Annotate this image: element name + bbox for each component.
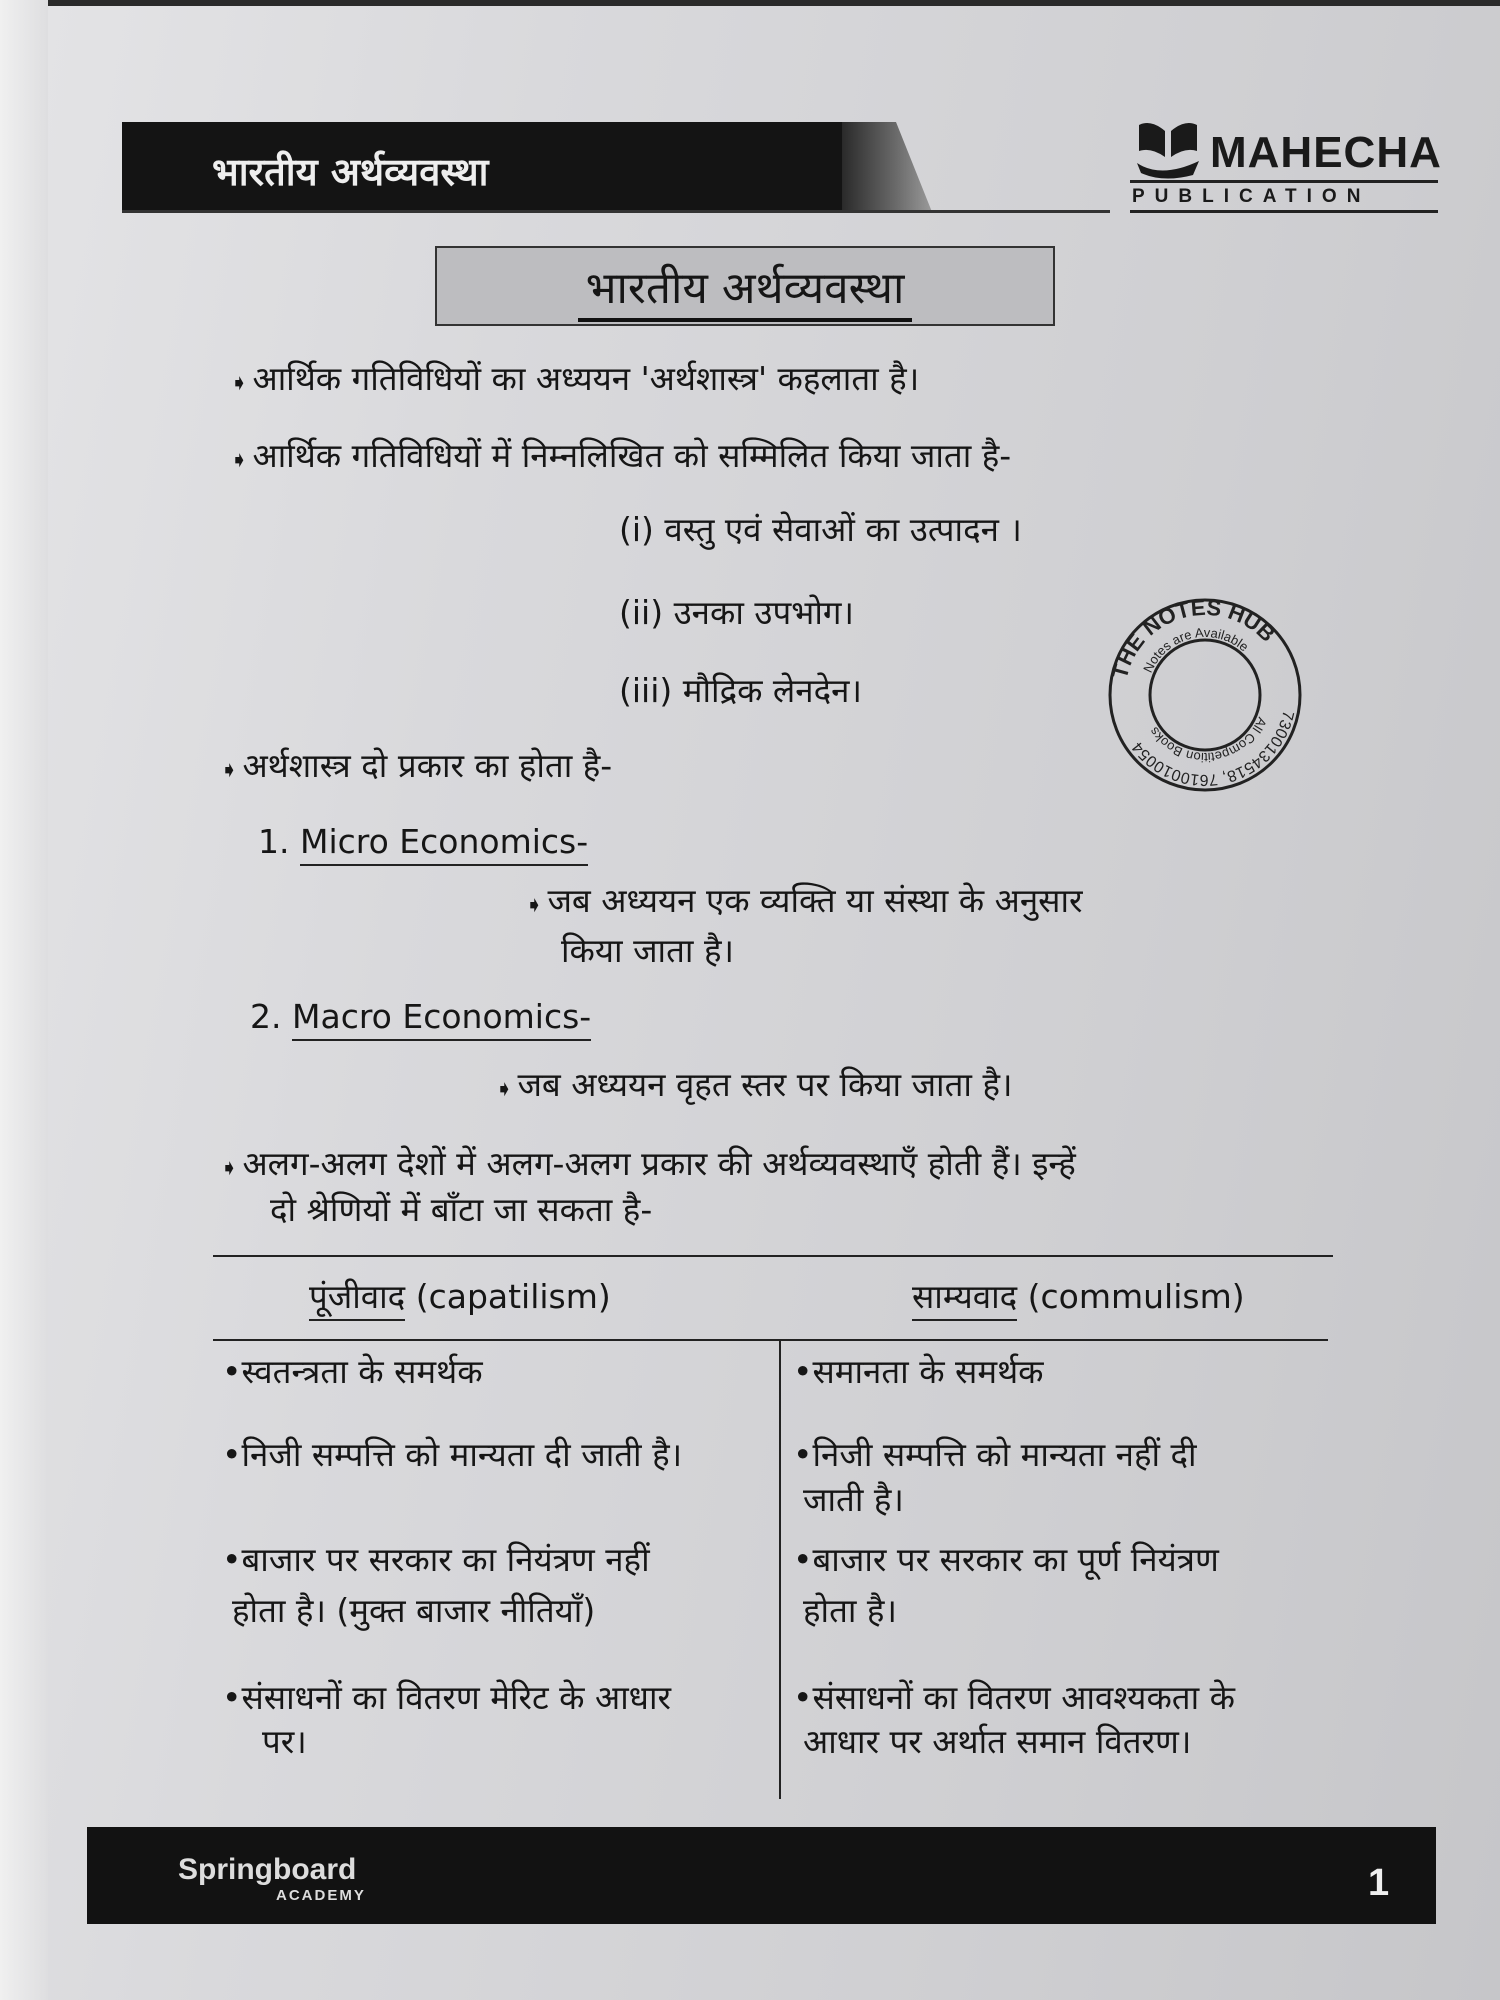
bullet-point	[230, 432, 1011, 477]
page-edge-left	[0, 0, 48, 2000]
footer-brand-sub: ACADEMY	[276, 1887, 366, 1904]
header-rule	[122, 210, 1110, 213]
table-cell-left: •निजी सम्पत्ति को मान्यता दी जाती है।	[222, 1435, 683, 1474]
sub-item: (ii) उनका उपभोग।	[619, 593, 855, 632]
stamp-text: 7300134518, 7610010054	[1129, 708, 1297, 789]
macro-desc	[495, 1061, 1012, 1106]
text: अलग-अलग देशों में अलग-अलग प्रकार की अर्थव्यवस्थाएँ होती हैं। इन्हें	[242, 1144, 1076, 1183]
table-cell-right: होता है।	[803, 1591, 897, 1630]
logo-subtitle: PUBLICATION	[1132, 186, 1371, 207]
bullet-point	[230, 355, 919, 400]
micro-heading	[258, 822, 588, 861]
arrow-bullet-icon: ➧	[230, 448, 249, 473]
table-header-rule	[213, 1339, 1328, 1341]
macro-heading	[250, 997, 591, 1036]
table-cell-left: •बाजार पर सरकार का नियंत्रण नहीं	[222, 1540, 650, 1579]
text: आर्थिक गतिविधियों का अध्ययन 'अर्थशास्त्र' कहलाता है।	[252, 359, 920, 398]
footer-brand: Springboard	[178, 1853, 357, 1886]
table-top-rule	[213, 1255, 1333, 1257]
table-cell-right: आधार पर अर्थात समान वितरण।	[803, 1722, 1192, 1761]
micro-desc	[525, 877, 1083, 922]
logo-rule	[1130, 210, 1438, 213]
header-text-en: (commulism)	[1027, 1277, 1245, 1316]
stamp-text: All Competition Books	[1146, 715, 1270, 766]
table-header-right	[912, 1273, 1245, 1318]
table-cell-right: •बाजार पर सरकार का पूर्ण नियंत्रण	[793, 1540, 1219, 1579]
micro-desc-cont: किया जाता है।	[561, 931, 734, 970]
page-title-box	[435, 246, 1055, 326]
bullet-point-cont: दो श्रेणियों में बाँटा जा सकता है-	[270, 1190, 653, 1229]
text: अर्थशास्त्र दो प्रकार का होता है-	[242, 746, 613, 785]
notes-hub-stamp	[1107, 597, 1303, 793]
text: जब अध्ययन एक व्यक्ति या संस्था के अनुसार	[547, 881, 1083, 920]
macro-title: Macro Economics-	[292, 997, 591, 1041]
arrow-bullet-icon: ➧	[220, 758, 239, 783]
table-cell-right: •निजी सम्पत्ति को मान्यता नहीं दी	[793, 1435, 1197, 1474]
header-text-en: (capatilism)	[415, 1277, 611, 1316]
text: आर्थिक गतिविधियों में निम्नलिखित को सम्मिलित किया जाता है-	[252, 436, 1012, 475]
page-title: भारतीय अर्थव्यवस्था	[578, 256, 913, 322]
stamp-text: Notes are Available	[1140, 624, 1252, 675]
micro-title: Micro Economics-	[300, 822, 588, 866]
table-cell-left: •स्वतन्त्रता के समर्थक	[222, 1352, 483, 1391]
table-cell-left: पर।	[262, 1722, 307, 1761]
arrow-bullet-icon: ➧	[495, 1077, 514, 1102]
page-edge	[0, 0, 1500, 6]
sub-item: (iii) मौद्रिक लेनदेन।	[619, 671, 862, 710]
header-text: साम्यवाद	[912, 1277, 1017, 1321]
table-cell-left: •संसाधनों का वितरण मेरिट के आधार	[222, 1678, 672, 1717]
table-cell-right: •संसाधनों का वितरण आवश्यकता के	[793, 1678, 1235, 1717]
page-number: 1	[1368, 1862, 1390, 1904]
header-text: पूंजीवाद	[309, 1277, 405, 1321]
table-divider	[779, 1339, 781, 1799]
table-cell-right: जाती है।	[803, 1480, 904, 1519]
header-bar-fade	[842, 122, 932, 212]
bullet-point	[220, 1140, 1076, 1185]
logo-rule	[1130, 180, 1438, 183]
text: जब अध्ययन वृहत स्तर पर किया जाता है।	[517, 1065, 1013, 1104]
stamp-text: THE NOTES HUB	[1107, 597, 1281, 682]
table-cell-right: •समानता के समर्थक	[793, 1352, 1044, 1391]
arrow-bullet-icon: ➧	[220, 1156, 239, 1181]
table-header-left	[309, 1273, 611, 1318]
book-hand-icon	[1131, 117, 1205, 181]
header-title: भारतीय अर्थव्यवस्था	[212, 150, 489, 194]
bullet-point	[220, 742, 612, 787]
number: 2.	[250, 997, 282, 1036]
number: 1.	[258, 822, 290, 861]
sub-item: (i) वस्तु एवं सेवाओं का उत्पादन ।	[619, 510, 1022, 549]
table-cell-left: होता है। (मुक्त बाजार नीतियाँ)	[232, 1591, 596, 1630]
arrow-bullet-icon: ➧	[525, 893, 544, 918]
logo-name: MAHECHA	[1210, 128, 1442, 177]
arrow-bullet-icon: ➧	[230, 371, 249, 396]
